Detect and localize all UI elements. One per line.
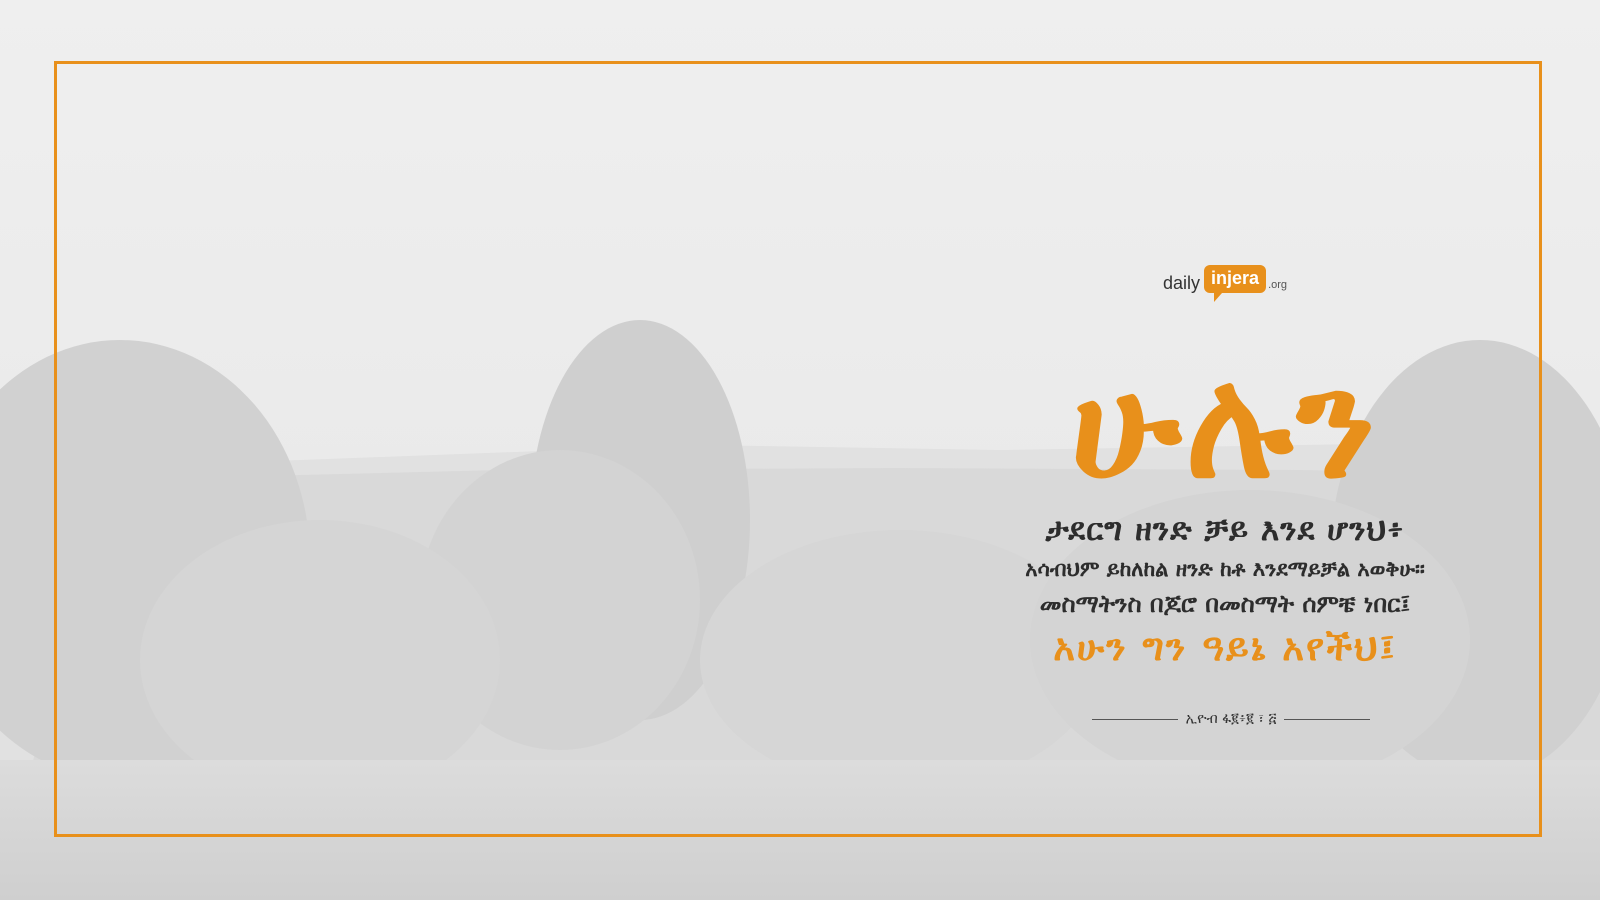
reference-rule-right [1284,719,1370,720]
verse-title: ሁሉን [1070,338,1380,512]
verse-line-2: አሳብህም ይከለከል ዘንድ ከቶ እንደማይቻል አወቅሁ። [1025,557,1425,581]
logo-suffix: .org [1268,279,1288,291]
logo-badge: injera [1204,265,1266,293]
verse-line-3: መስማትንስ በጆሮ በመስማት ሰምቼ ነበር፤ [1039,590,1411,618]
reference-rule-left [1092,719,1178,720]
reference-row [1092,709,1370,729]
dailyinjera-logo [1163,265,1303,305]
verse-reference: ኢዮብ ፋ፪፥፪ ፣ ፭ [1185,711,1277,727]
verse-line-4: አሁን ግን ዓይኔ አየችህ፤ [1053,626,1397,669]
logo-prefix: daily [1163,273,1201,293]
verse-block [990,340,1460,670]
verse-line-1: ታደርግ ዘንድ ቻይ እንደ ሆንህ፥ [1045,512,1405,548]
